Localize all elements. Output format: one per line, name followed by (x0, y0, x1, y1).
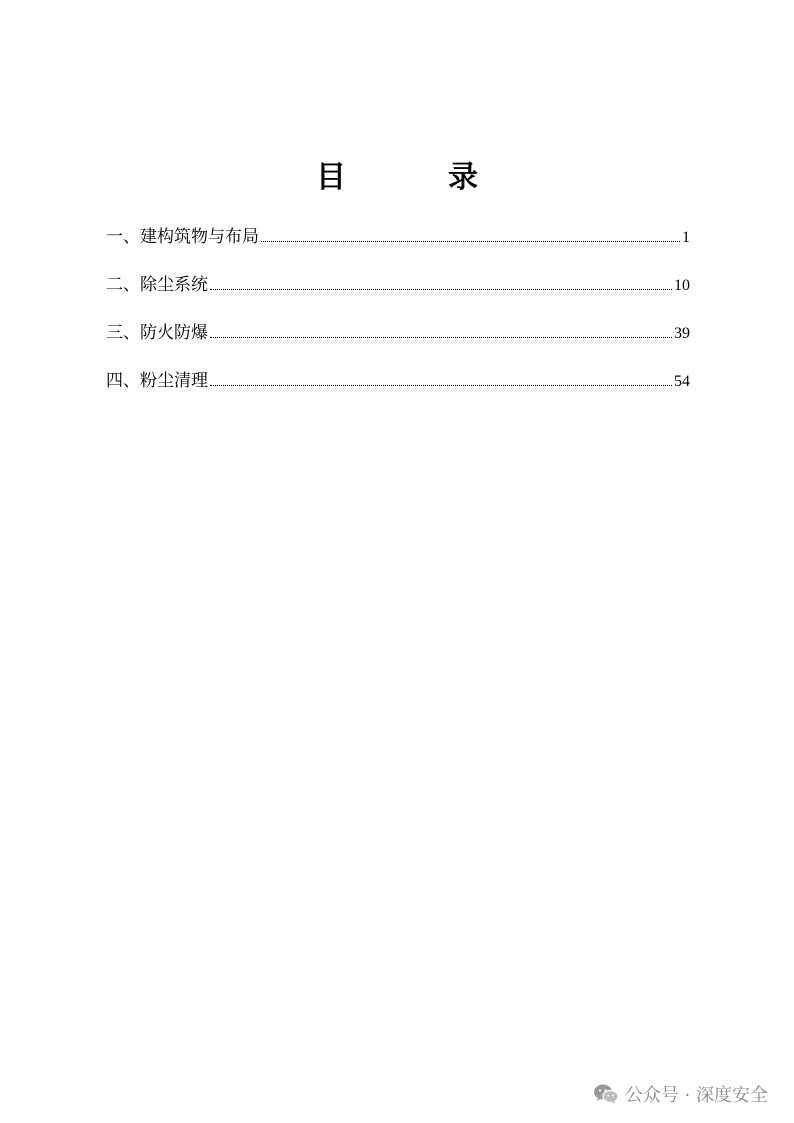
toc-entry-page: 54 (674, 373, 690, 390)
toc-entry-label: 四、粉尘清理 (106, 371, 208, 391)
dot-leader (261, 240, 680, 242)
toc-entry-2[interactable] (106, 270, 690, 318)
wechat-icon (593, 1083, 619, 1105)
toc-entry-1[interactable] (106, 222, 690, 270)
dot-leader (210, 336, 672, 338)
toc-entry-4[interactable] (106, 366, 690, 414)
toc-entry-page: 39 (674, 325, 690, 342)
toc-entry-3[interactable] (106, 318, 690, 366)
watermark (593, 1081, 768, 1107)
dot-leader (210, 288, 672, 290)
table-of-contents (106, 222, 690, 414)
toc-entry-label: 一、建构筑物与布局 (106, 227, 259, 247)
watermark-text: 公众号 · 深度安全 (624, 1085, 768, 1106)
page-title: 目 录 (316, 160, 514, 195)
toc-entry-label: 三、防火防爆 (106, 323, 208, 343)
toc-entry-page: 10 (674, 277, 690, 294)
toc-entry-page: 1 (682, 229, 690, 246)
dot-leader (210, 384, 672, 386)
toc-entry-label: 二、除尘系统 (106, 275, 208, 295)
